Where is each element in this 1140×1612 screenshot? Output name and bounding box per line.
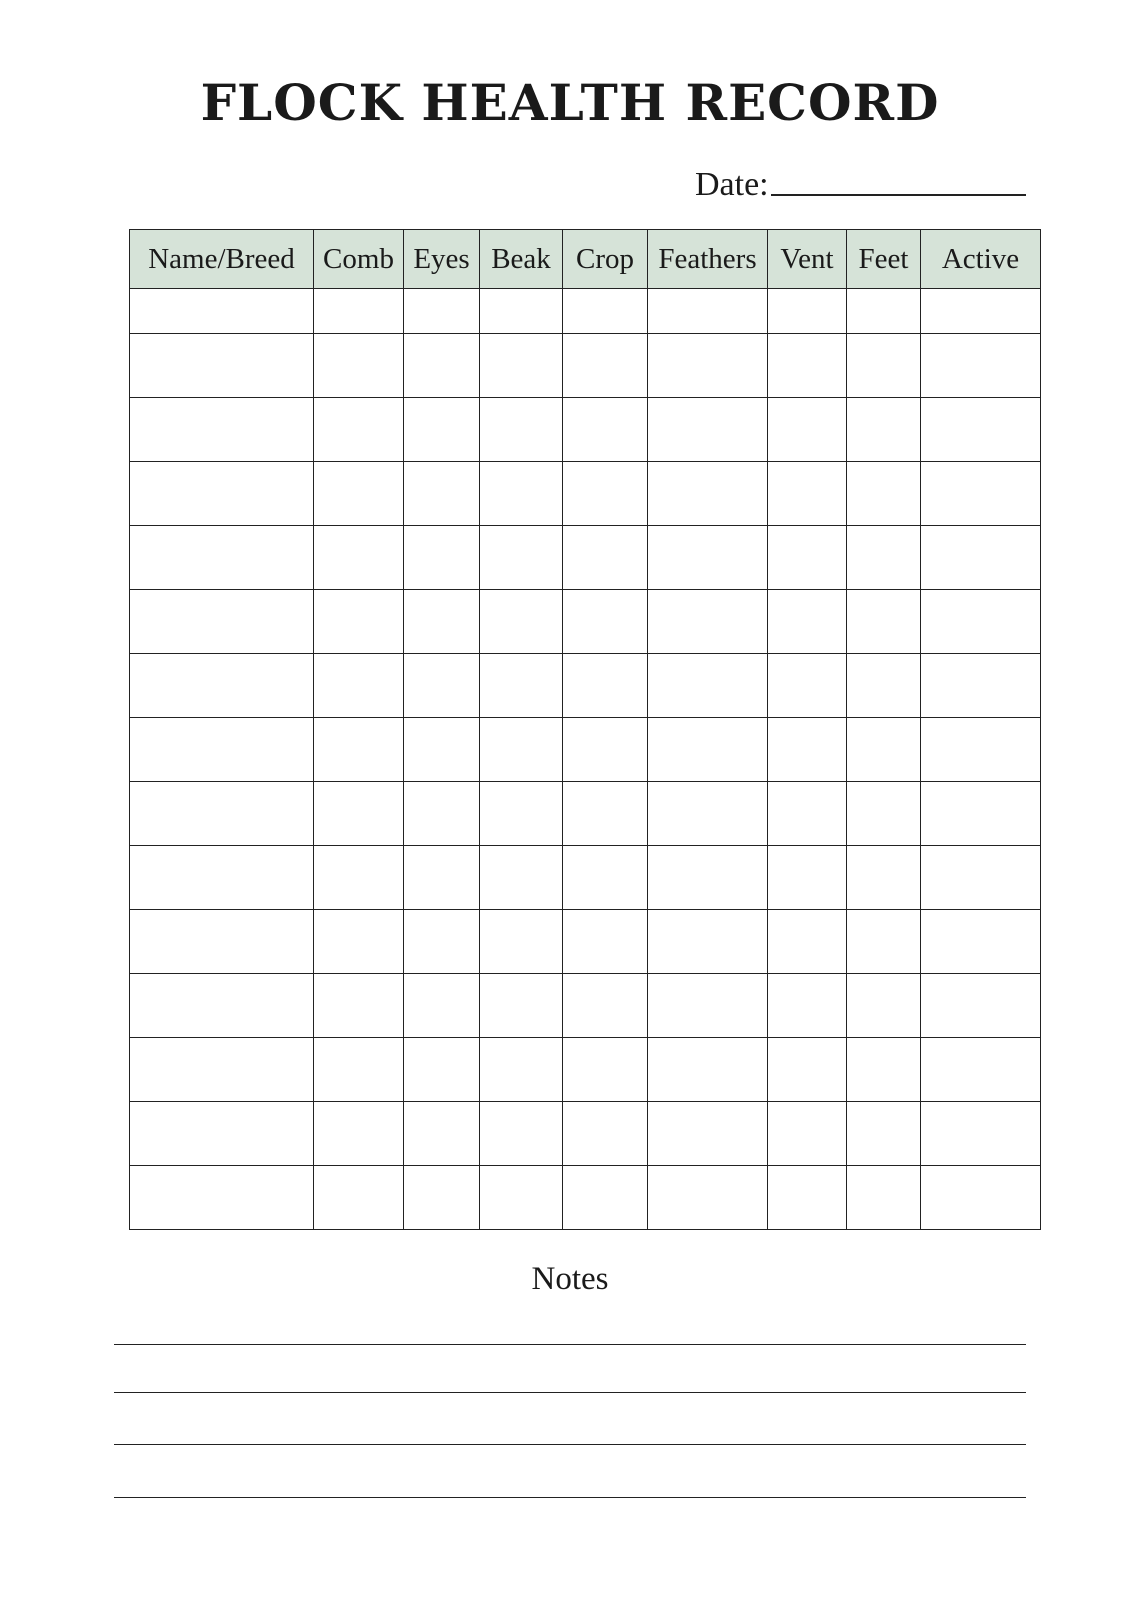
table-cell[interactable] xyxy=(480,910,563,974)
table-cell[interactable] xyxy=(768,846,847,910)
table-cell[interactable] xyxy=(404,974,480,1038)
note-line[interactable] xyxy=(114,1497,1026,1498)
table-cell[interactable] xyxy=(480,462,563,526)
table-cell[interactable] xyxy=(847,398,921,462)
table-cell[interactable] xyxy=(847,782,921,846)
table-cell[interactable] xyxy=(563,846,648,910)
table-cell[interactable] xyxy=(480,718,563,782)
column-header-feathers: Feathers xyxy=(648,230,768,289)
table-cell[interactable] xyxy=(921,334,1041,398)
table-cell[interactable] xyxy=(480,1038,563,1102)
table-cell[interactable] xyxy=(921,590,1041,654)
table-cell[interactable] xyxy=(480,334,563,398)
table-cell[interactable] xyxy=(847,1166,921,1230)
table-cell[interactable] xyxy=(921,1038,1041,1102)
table-cell[interactable] xyxy=(480,654,563,718)
column-header-feet: Feet xyxy=(847,230,921,289)
table-cell[interactable] xyxy=(404,1102,480,1166)
table-cell[interactable] xyxy=(847,654,921,718)
table-cell[interactable] xyxy=(314,846,404,910)
table-cell[interactable] xyxy=(404,526,480,590)
table-cell[interactable] xyxy=(768,526,847,590)
header-row xyxy=(130,230,1041,289)
table-row xyxy=(130,1166,1041,1230)
table-cell[interactable] xyxy=(921,846,1041,910)
table-row xyxy=(130,910,1041,974)
table-row xyxy=(130,846,1041,910)
table-cell[interactable] xyxy=(480,289,563,334)
table-cell[interactable] xyxy=(563,526,648,590)
table-cell[interactable] xyxy=(480,974,563,1038)
table-cell[interactable] xyxy=(480,526,563,590)
table-cell[interactable] xyxy=(921,526,1041,590)
table-row xyxy=(130,1038,1041,1102)
table-cell[interactable] xyxy=(563,718,648,782)
date-label: Date: xyxy=(695,166,769,203)
table-cell[interactable] xyxy=(404,654,480,718)
table-cell[interactable] xyxy=(768,1038,847,1102)
table-cell[interactable] xyxy=(404,1038,480,1102)
table-cell[interactable] xyxy=(921,289,1041,334)
table-cell[interactable] xyxy=(314,910,404,974)
table-cell[interactable] xyxy=(563,289,648,334)
date-row xyxy=(695,158,1026,202)
table-cell[interactable] xyxy=(768,782,847,846)
table-cell[interactable] xyxy=(314,334,404,398)
notes-title: Notes xyxy=(531,1261,609,1297)
table-cell[interactable] xyxy=(563,462,648,526)
table-cell[interactable] xyxy=(768,910,847,974)
table-cell[interactable] xyxy=(130,1038,314,1102)
column-header-beak: Beak xyxy=(480,230,563,289)
table-cell[interactable] xyxy=(404,289,480,334)
note-line[interactable] xyxy=(114,1392,1026,1393)
table-cell[interactable] xyxy=(130,654,314,718)
table-cell[interactable] xyxy=(314,462,404,526)
table-cell[interactable] xyxy=(563,1166,648,1230)
table-cell[interactable] xyxy=(768,1102,847,1166)
table-cell[interactable] xyxy=(314,1038,404,1102)
table-cell[interactable] xyxy=(768,334,847,398)
table-cell[interactable] xyxy=(130,1102,314,1166)
table-cell[interactable] xyxy=(314,1166,404,1230)
table-cell[interactable] xyxy=(768,974,847,1038)
table-cell[interactable] xyxy=(921,398,1041,462)
table-cell[interactable] xyxy=(648,398,768,462)
table-cell[interactable] xyxy=(130,289,314,334)
table-cell[interactable] xyxy=(130,398,314,462)
column-header-crop: Crop xyxy=(563,230,648,289)
table-cell[interactable] xyxy=(921,462,1041,526)
table-cell[interactable] xyxy=(404,1166,480,1230)
table-cell[interactable] xyxy=(314,654,404,718)
note-line[interactable] xyxy=(114,1444,1026,1445)
table-cell[interactable] xyxy=(768,289,847,334)
column-header-vent: Vent xyxy=(768,230,847,289)
table-cell[interactable] xyxy=(847,462,921,526)
table-cell[interactable] xyxy=(648,526,768,590)
table-cell[interactable] xyxy=(768,654,847,718)
column-header-name-breed: Name/Breed xyxy=(130,230,314,289)
table-cell[interactable] xyxy=(314,718,404,782)
table-cell[interactable] xyxy=(404,910,480,974)
table-cell[interactable] xyxy=(130,462,314,526)
table-row xyxy=(130,718,1041,782)
table-cell[interactable] xyxy=(563,590,648,654)
table-cell[interactable] xyxy=(563,1102,648,1166)
table-cell[interactable] xyxy=(130,910,314,974)
table-row xyxy=(130,526,1041,590)
table-cell[interactable] xyxy=(847,590,921,654)
table-cell[interactable] xyxy=(648,590,768,654)
table-cell[interactable] xyxy=(563,782,648,846)
column-header-comb: Comb xyxy=(314,230,404,289)
table-cell[interactable] xyxy=(130,1166,314,1230)
table-cell[interactable] xyxy=(921,974,1041,1038)
table-cell[interactable] xyxy=(480,1166,563,1230)
table-row xyxy=(130,590,1041,654)
table-cell[interactable] xyxy=(768,462,847,526)
table-row xyxy=(130,1102,1041,1166)
table-cell[interactable] xyxy=(768,398,847,462)
table-cell[interactable] xyxy=(768,1166,847,1230)
table-cell[interactable] xyxy=(921,782,1041,846)
table-cell[interactable] xyxy=(847,974,921,1038)
table-cell[interactable] xyxy=(314,526,404,590)
table-row xyxy=(130,398,1041,462)
table-cell[interactable] xyxy=(480,1102,563,1166)
table-cell[interactable] xyxy=(921,1102,1041,1166)
table-cell[interactable] xyxy=(648,462,768,526)
table-cell[interactable] xyxy=(921,654,1041,718)
table-cell[interactable] xyxy=(847,526,921,590)
table-row xyxy=(130,654,1041,718)
table-cell[interactable] xyxy=(847,334,921,398)
table-cell[interactable] xyxy=(847,289,921,334)
table-cell[interactable] xyxy=(404,334,480,398)
table-cell[interactable] xyxy=(314,289,404,334)
table-cell[interactable] xyxy=(130,846,314,910)
table-cell[interactable] xyxy=(563,1038,648,1102)
table-cell[interactable] xyxy=(847,1102,921,1166)
table-cell[interactable] xyxy=(847,1038,921,1102)
table-cell[interactable] xyxy=(921,718,1041,782)
table-cell[interactable] xyxy=(404,398,480,462)
date-field[interactable] xyxy=(771,194,1026,196)
table-cell[interactable] xyxy=(404,462,480,526)
table-cell[interactable] xyxy=(921,1166,1041,1230)
table-cell[interactable] xyxy=(847,846,921,910)
table-cell[interactable] xyxy=(648,289,768,334)
table-row xyxy=(130,462,1041,526)
table-cell[interactable] xyxy=(404,846,480,910)
table-cell[interactable] xyxy=(563,974,648,1038)
table-cell[interactable] xyxy=(130,782,314,846)
table-cell[interactable] xyxy=(768,590,847,654)
table-cell[interactable] xyxy=(314,398,404,462)
table-cell[interactable] xyxy=(314,782,404,846)
table-cell[interactable] xyxy=(563,398,648,462)
table-cell[interactable] xyxy=(648,782,768,846)
table-cell[interactable] xyxy=(648,334,768,398)
table-cell[interactable] xyxy=(648,654,768,718)
table-cell[interactable] xyxy=(130,718,314,782)
table-cell[interactable] xyxy=(480,590,563,654)
table-row xyxy=(130,289,1041,334)
table-cell[interactable] xyxy=(648,1038,768,1102)
column-header-eyes: Eyes xyxy=(404,230,480,289)
table-cell[interactable] xyxy=(648,1166,768,1230)
page-title: FLOCK HEALTH RECORD xyxy=(200,73,940,132)
table-cell[interactable] xyxy=(404,782,480,846)
table-cell[interactable] xyxy=(130,590,314,654)
table-cell[interactable] xyxy=(314,590,404,654)
table-cell[interactable] xyxy=(847,718,921,782)
table-cell[interactable] xyxy=(648,718,768,782)
table-row xyxy=(130,974,1041,1038)
table-body xyxy=(130,289,1041,1230)
table-cell[interactable] xyxy=(314,974,404,1038)
table-cell[interactable] xyxy=(130,974,314,1038)
table-cell[interactable] xyxy=(563,654,648,718)
table-cell[interactable] xyxy=(314,1102,404,1166)
table-cell[interactable] xyxy=(563,910,648,974)
column-header-active: Active xyxy=(921,230,1041,289)
table-cell[interactable] xyxy=(480,846,563,910)
table-cell[interactable] xyxy=(648,974,768,1038)
health-record-table xyxy=(129,229,1041,1230)
table-cell[interactable] xyxy=(480,398,563,462)
note-line[interactable] xyxy=(114,1344,1026,1345)
table-row xyxy=(130,334,1041,398)
table-cell[interactable] xyxy=(648,846,768,910)
table-cell[interactable] xyxy=(404,590,480,654)
table-cell[interactable] xyxy=(768,718,847,782)
table-cell[interactable] xyxy=(130,526,314,590)
table-cell[interactable] xyxy=(921,910,1041,974)
table-cell[interactable] xyxy=(404,718,480,782)
table-cell[interactable] xyxy=(130,334,314,398)
table-cell[interactable] xyxy=(563,334,648,398)
table-row xyxy=(130,782,1041,846)
table-cell[interactable] xyxy=(648,1102,768,1166)
table-cell[interactable] xyxy=(847,910,921,974)
table-cell[interactable] xyxy=(648,910,768,974)
table-cell[interactable] xyxy=(480,782,563,846)
